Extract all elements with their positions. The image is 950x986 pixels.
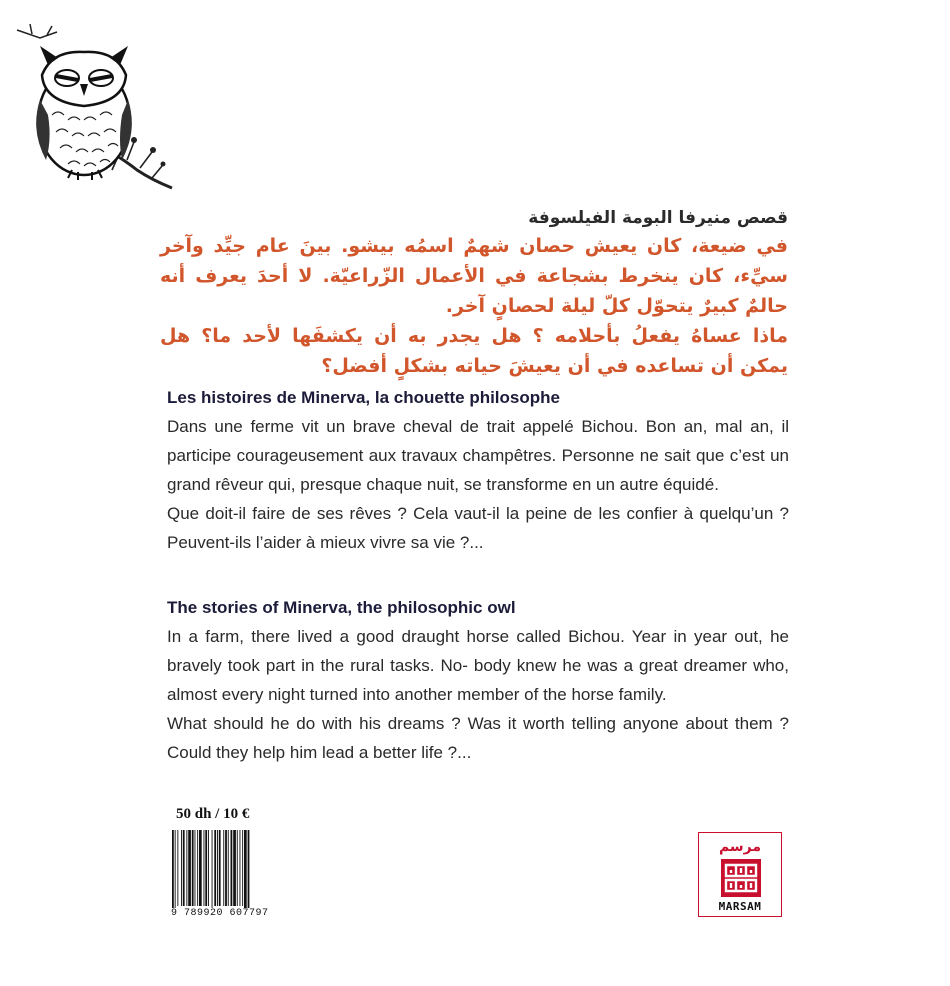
- english-paragraph-1: In a farm, there lived a good draught horse called Bichou. Year in year out, he bravely took part in the rural tasks. No- body knew he was a great dreamer who, almost every night turned into another member of the horse family.: [167, 627, 789, 704]
- logo-mark-icon: [721, 859, 761, 897]
- price-label: 50 dh / 10 €: [176, 806, 250, 822]
- english-title: The stories of Minerva, the philosophic owl: [167, 598, 516, 617]
- owl-illustration: [12, 20, 177, 195]
- arabic-paragraph-1: في ضيعة، كان يعيش حصان شهمٌ اسمُه بيشو. بينَ عام جيِّد وآخر سيِّء، كان ينخرط بشجاعة في الأعمال الزّراعيّة. لا أحدَ يعرف أنه حالمٌ كبيرٌ يتحوّل كلّ ليلة لحصانٍ آخر.: [160, 235, 788, 317]
- french-paragraph-2: Que doit-il faire de ses rêves ? Cela vaut-il la peine de les confier à quelqu’un ? Peuvent-ils l’aider à mieux vivre sa vie ?...: [167, 504, 789, 552]
- french-paragraph-1: Dans une ferme vit un brave cheval de trait appelé Bichou. Bon an, mal an, il participe courageusement aux travaux champêtres. Personne ne sait que c’est un grand rêveur qui, presque chaque nuit, se transforme en un autre équidé.: [167, 417, 789, 494]
- english-summary: [167, 594, 789, 767]
- isbn-digits: 9 789920 607797: [171, 908, 269, 919]
- english-paragraph-2: What should he do with his dreams ? Was it worth telling anyone about them ? Could they help him lead a better life ?...: [167, 714, 789, 762]
- arabic-paragraph-2: ماذا عساهُ يفعلُ بأحلامه ؟ هل يجدر به أن يكشفَها لأحد ما؟ هل يمكن أن تساعده في أن يعيشَ حياته بشكلٍ أفضل؟: [160, 325, 788, 377]
- arabic-summary: [160, 205, 788, 381]
- publisher-arabic-name: مرسم: [718, 839, 762, 855]
- french-summary: [167, 384, 789, 557]
- publisher-latin-name: MARSAM: [718, 900, 762, 913]
- publisher-logo-icon: [698, 832, 782, 917]
- french-title: Les histoires de Minerva, la chouette philosophe: [167, 388, 560, 407]
- arabic-title: قصص منيرفا البومة الفيلسوفة: [528, 208, 788, 228]
